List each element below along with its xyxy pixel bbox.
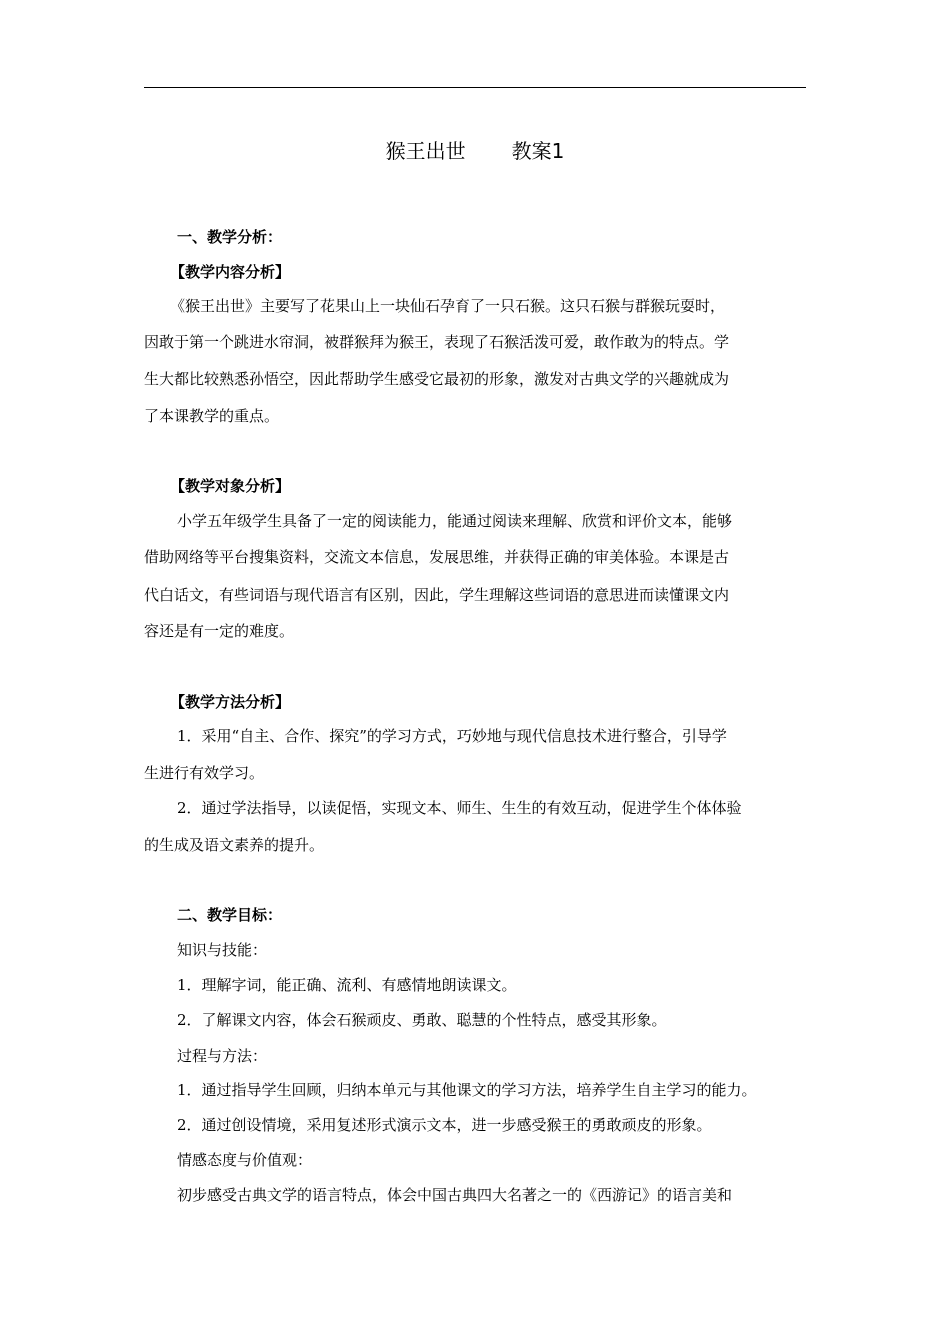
paragraph-line: 生大都比较熟悉孙悟空，因此帮助学生感受它最初的形象，激发对古典文学的兴趣就成为 [144, 370, 730, 388]
header-rule [144, 87, 806, 88]
content-analysis-heading: 【教学内容分析】 [170, 263, 291, 281]
method-analysis-heading: 【教学方法分析】 [170, 693, 291, 711]
audience-analysis-heading: 【教学对象分析】 [170, 477, 291, 495]
list-item-continuation: 生进行有效学习。 [144, 764, 265, 782]
list-item: 2．通过学法指导，以读促悟，实现文本、师生、生生的有效互动，促进学生个体体验 [177, 799, 742, 817]
section-2-heading: 二、教学目标： [177, 906, 283, 924]
title-main: 猴王出世 [385, 139, 466, 163]
list-item-continuation: 的生成及语文素养的提升。 [144, 836, 325, 854]
section-1-heading: 一、教学分析： [177, 228, 283, 246]
list-item: 1．采用“自主、合作、探究”的学习方式，巧妙地与现代信息技术进行整合，引导学 [177, 727, 727, 745]
subsection-label: 知识与技能： [177, 941, 268, 959]
title-sub: 教案1 [511, 139, 565, 163]
paragraph-line: 了本课教学的重点。 [144, 407, 280, 425]
paragraph-line: 代白话文，有些词语与现代语言有区别，因此，学生理解这些词语的意思进而读懂课文内 [144, 586, 730, 604]
document-title [0, 137, 950, 165]
list-item: 1．理解字词，能正确、流利、有感情地朗读课文。 [177, 976, 517, 994]
paragraph-line: 《猴王出世》主要写了花果山上一块仙石孕育了一只石猴。这只石猴与群猴玩耍时， [170, 297, 726, 315]
list-item: 2．了解课文内容，体会石猴顽皮、勇敢、聪慧的个性特点，感受其形象。 [177, 1011, 667, 1029]
paragraph-line: 容还是有一定的难度。 [144, 622, 295, 640]
paragraph-line: 小学五年级学生具备了一定的阅读能力，能通过阅读来理解、欣赏和评价文本，能够 [177, 512, 733, 530]
subsection-label: 情感态度与价值观： [177, 1151, 313, 1169]
list-item: 2．通过创设情境，采用复述形式演示文本，进一步感受猴王的勇敢顽皮的形象。 [177, 1116, 712, 1134]
list-item: 1．通过指导学生回顾，归纳本单元与其他课文的学习方法，培养学生自主学习的能力。 [177, 1081, 757, 1099]
subsection-label: 过程与方法： [177, 1047, 268, 1065]
paragraph-line: 借助网络等平台搜集资料，交流文本信息，发展思维，并获得正确的审美体验。本课是古 [144, 548, 730, 566]
paragraph-line: 因敢于第一个跳进水帘洞，被群猴拜为猴王，表现了石猴活泼可爱，敢作敢为的特点。学 [144, 333, 730, 351]
paragraph-line: 初步感受古典文学的语言特点，体会中国古典四大名著之一的《西游记》的语言美和 [177, 1186, 733, 1204]
